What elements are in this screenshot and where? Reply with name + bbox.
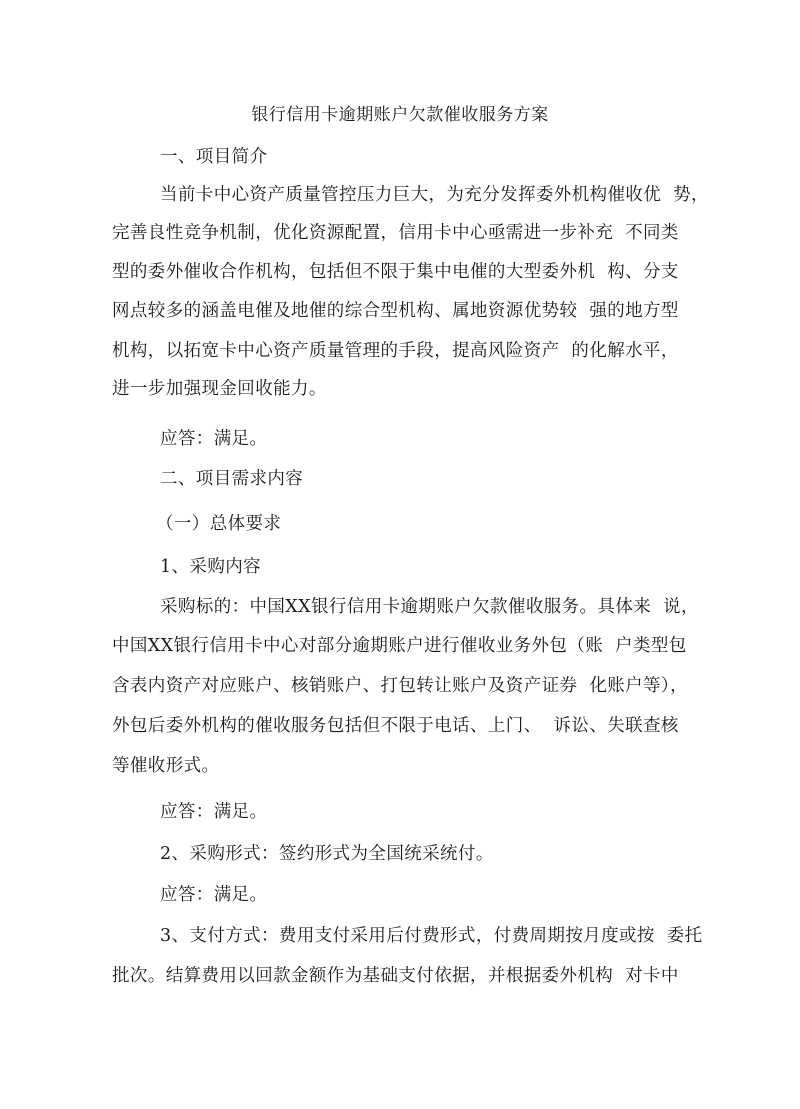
paragraph-line: 批次。结算费用以回款金额作为基础支付依据，并根据委外机构 对卡中 <box>112 966 679 986</box>
response-line: 应答：满足。 <box>160 429 268 449</box>
paragraph-line: 型的委外催收合作机构，包括但不限于集中电催的大型委外机 构、分支 <box>112 262 679 282</box>
item-heading: 2、采购形式：签约形式为全国统采统付。 <box>160 844 494 864</box>
paragraph-line: 外包后委外机构的催收服务包括但不限于电话、上门、 诉讼、失联查核 <box>112 716 679 736</box>
paragraph-line: 网点较多的涵盖电催及地催的综合型机构、属地资源优势较 强的地方型 <box>112 301 679 321</box>
document-title: 银行信用卡逾期账户欠款催收服务方案 <box>251 105 549 125</box>
paragraph-line: 进一步加强现金回收能力。 <box>112 379 327 399</box>
section-heading-1: 一、项目简介 <box>160 147 268 167</box>
paragraph-line: 中国XX银行信用卡中心对部分逾期账户进行催收业务外包（账 户类型包 <box>112 636 687 656</box>
paragraph-line: 采购标的：中国XX银行信用卡逾期账户欠款催收服务。具体来 说， <box>160 597 699 617</box>
response-line: 应答：满足。 <box>160 802 268 822</box>
paragraph-line: 机构，以拓宽卡中心资产质量管理的手段，提高风险资产 的化解水平， <box>112 341 679 361</box>
paragraph-line: 3、支付方式：费用支付采用后付费形式，付费周期按月度或按 委托 <box>160 926 703 946</box>
section-heading-2: 二、项目需求内容 <box>160 469 304 489</box>
paragraph-line: 等催收形式。 <box>112 756 220 776</box>
paragraph-line: 完善良性竞争机制，优化资源配置，信用卡中心亟需进一步补充 不同类 <box>112 223 679 243</box>
response-line: 应答：满足。 <box>160 885 268 905</box>
paragraph-line: 含表内资产对应账户、核销账户、打包转让账户及资产证券 化账户等）， <box>112 676 688 696</box>
item-heading: 1、采购内容 <box>160 557 262 577</box>
subsection-heading: （一）总体要求 <box>156 514 282 534</box>
paragraph-line: 当前卡中心资产质量管控压力巨大，为充分发挥委外机构催收优 势， <box>160 185 709 205</box>
